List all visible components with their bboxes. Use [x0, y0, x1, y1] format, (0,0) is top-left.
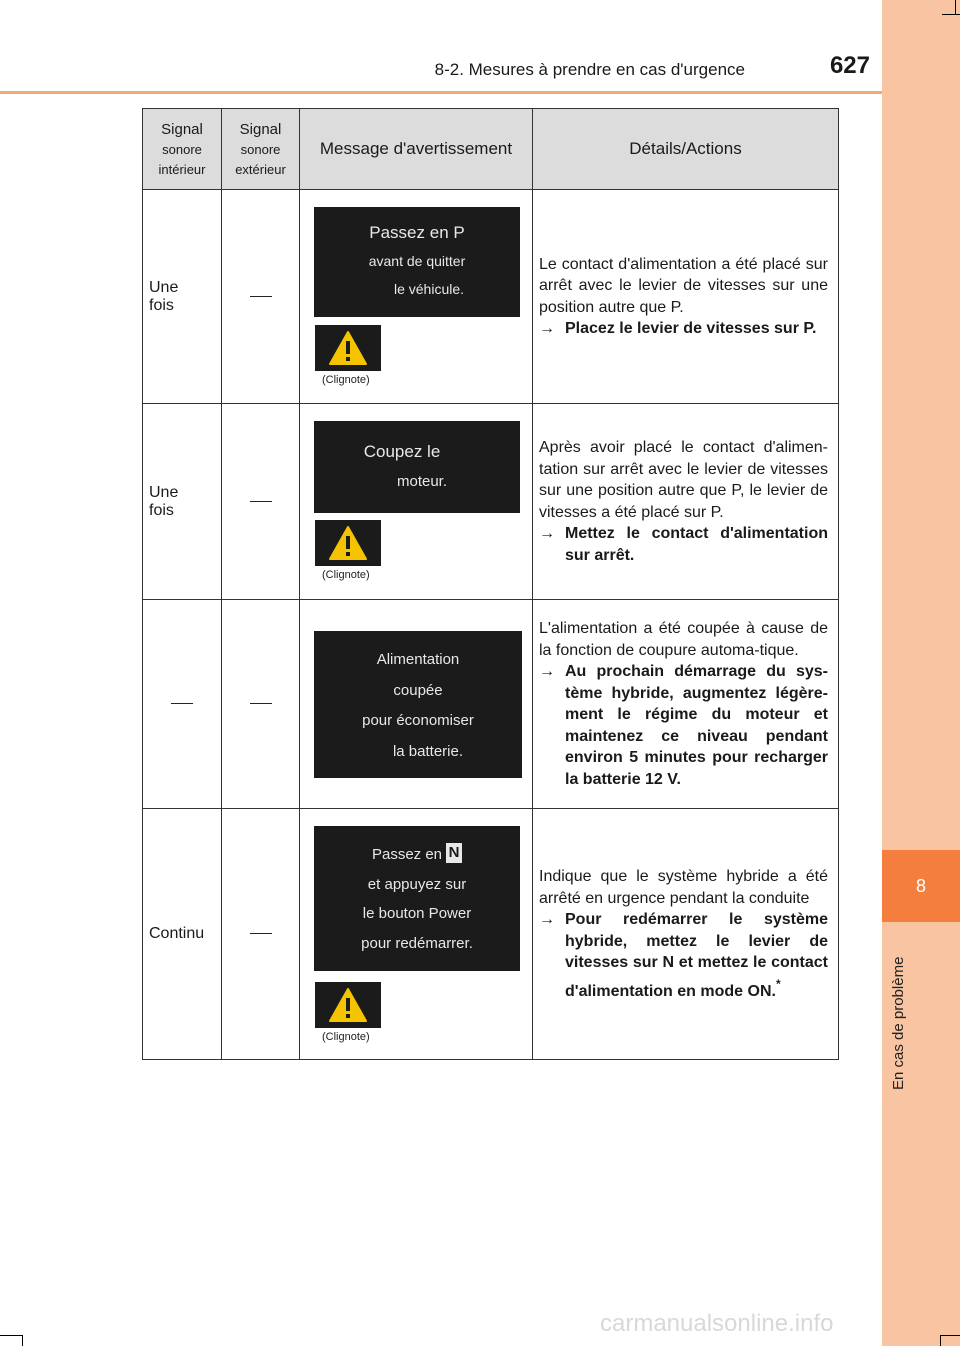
crop-mark	[22, 1335, 23, 1346]
chapter-tab-background	[882, 0, 960, 1346]
chapter-label: En cas de problème	[890, 956, 907, 1090]
action-text	[539, 661, 828, 790]
inner-buzzer-cell	[143, 809, 222, 1060]
warning-lamp	[315, 520, 381, 566]
inner-buzzer-line2: fois	[149, 501, 174, 519]
table-header-row	[143, 109, 839, 190]
header-inner-title: Signal	[161, 120, 203, 138]
dash-icon	[171, 703, 193, 704]
inner-buzzer-cell	[143, 600, 222, 809]
display-line: Coupez le	[363, 442, 441, 461]
outer-buzzer-cell	[222, 190, 300, 404]
display-line: pour économiser	[362, 712, 474, 729]
details-cell	[533, 404, 839, 600]
display-screen	[314, 421, 520, 513]
dash-icon	[250, 501, 272, 502]
table-row	[143, 404, 839, 600]
header-outer-buzzer	[222, 109, 300, 190]
display-screen	[314, 631, 522, 778]
dash-icon	[250, 703, 272, 704]
crop-mark	[0, 1335, 22, 1336]
message-cell	[300, 600, 533, 809]
warning-lamp	[315, 982, 381, 1028]
header-outer-title: Signal	[239, 120, 282, 138]
table-row	[143, 600, 839, 809]
display-line: coupée	[393, 681, 443, 699]
header-inner-sub1: sonore	[162, 141, 202, 157]
display-screen	[314, 207, 520, 317]
inner-buzzer-line2: fois	[149, 296, 174, 314]
inner-buzzer-line1: Une	[149, 278, 179, 296]
display-line: Alimentation	[376, 651, 460, 668]
action-label: Pour redémarrer le système hybride, mettez le levier de vitesses sur N et mettez le contact d'alimentation en mode ON.	[565, 911, 828, 1000]
warning-message-table	[142, 108, 839, 1060]
crop-mark	[942, 14, 960, 15]
outer-buzzer-cell	[222, 600, 300, 809]
display-line: le véhicule.	[393, 281, 465, 297]
detail-text: Après avoir placé le contact d'alimen-tation sur arrêt avec le levier de vitesses sur une position autre que P, le levier de vitesses a été placé sur P.	[539, 439, 828, 521]
arrow-icon: →	[539, 320, 555, 337]
warning-lamp	[315, 325, 381, 371]
display-line	[314, 840, 520, 870]
display-line: Passez en P	[369, 223, 465, 242]
message-cell	[300, 190, 533, 404]
display-line-text: Passez en	[371, 846, 443, 863]
details-cell	[533, 600, 839, 809]
header-divider	[0, 91, 882, 94]
arrow-icon: →	[539, 525, 555, 542]
display-line: la batterie.	[392, 742, 464, 760]
crop-mark	[940, 1335, 960, 1336]
detail-text: L'alimentation a été coupée à cause de la fonction de coupure automa-tique.	[539, 620, 828, 659]
inner-buzzer-line1: Continu	[149, 925, 205, 942]
header-outer-sub1: sonore	[240, 141, 281, 157]
chapter-number-tab[interactable]: 8	[882, 850, 960, 922]
warning-triangle-icon	[328, 987, 368, 1023]
warning-triangle-icon	[328, 330, 368, 366]
action-label: Au prochain démarrage du sys-tème hybride, augmentez légère-ment le régime du moteur et maintenez ce niveau pendant environ 5 minutes pour recharger la batterie 12 V.	[565, 663, 828, 788]
inner-buzzer-line1: Une	[149, 483, 179, 501]
header-inner-sub2: intérieur	[158, 161, 206, 177]
arrow-icon: →	[539, 663, 555, 680]
header-message: Message d'avertissement	[300, 109, 533, 190]
watermark: carmanualsonline.info	[600, 1310, 834, 1337]
detail-text: Indique que le système hybride a été arrêté en urgence pendant la conduite	[539, 868, 828, 907]
dash-icon	[250, 933, 272, 934]
arrow-icon: →	[539, 911, 555, 928]
display-line: et appuyez sur	[367, 875, 467, 893]
header-inner-buzzer	[143, 109, 222, 190]
crop-mark	[955, 0, 956, 14]
blink-note: (Clignote)	[322, 1031, 370, 1043]
header-outer-sub2: extérieur	[235, 161, 286, 177]
action-text	[539, 523, 828, 566]
crop-mark	[940, 1335, 941, 1346]
details-cell	[533, 190, 839, 404]
blink-note: (Clignote)	[322, 374, 370, 386]
section-title: 8-2. Mesures à prendre en cas d'urgence	[434, 60, 745, 79]
warning-triangle-icon	[328, 525, 368, 561]
display-line: avant de quitter	[368, 253, 466, 269]
page-number: 627	[829, 52, 870, 79]
inner-buzzer-cell	[143, 404, 222, 600]
action-label: Mettez le contact d'alimentation sur arrêt.	[565, 525, 828, 564]
outer-buzzer-cell	[222, 809, 300, 1060]
display-line: moteur.	[396, 473, 448, 490]
display-line: pour redémarrer.	[361, 934, 473, 952]
display-screen	[314, 826, 520, 971]
detail-text: Le contact d'alimentation a été placé sur arrêt avec le levier de vitesses sur une position autre que P.	[539, 255, 828, 316]
action-text	[539, 318, 828, 340]
table-row	[143, 809, 839, 1060]
inner-buzzer-cell	[143, 190, 222, 404]
blink-note: (Clignote)	[322, 569, 370, 581]
display-line: le bouton Power	[362, 905, 472, 922]
footnote-mark: *	[775, 976, 781, 991]
n-gear-badge: N	[446, 843, 462, 863]
dash-icon	[250, 296, 272, 297]
details-cell	[533, 809, 839, 1060]
action-label: Placez le levier de vitesses sur P.	[565, 320, 817, 337]
table-row	[143, 190, 839, 404]
header-details: Détails/Actions	[533, 109, 839, 190]
action-text	[539, 909, 828, 1002]
outer-buzzer-cell	[222, 404, 300, 600]
